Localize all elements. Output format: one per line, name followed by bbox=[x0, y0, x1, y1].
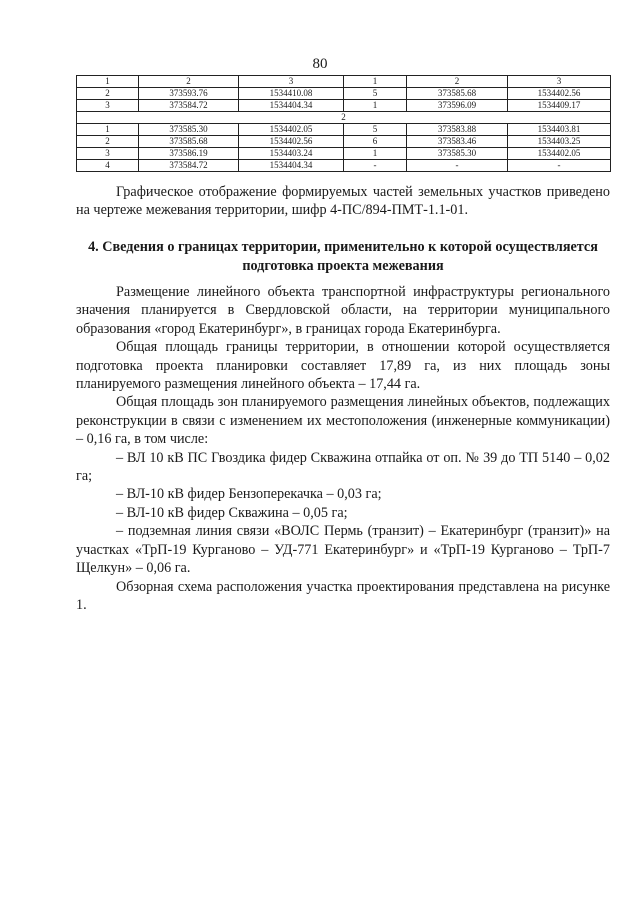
table-cell: 1534404.34 bbox=[239, 100, 344, 112]
table-header-row bbox=[77, 76, 611, 88]
table-cell: 1 bbox=[344, 148, 407, 160]
table-cell: 1534410.08 bbox=[239, 88, 344, 100]
table-row bbox=[77, 136, 611, 148]
paragraph-3: Общая площадь зон планируемого размещения линейных объектов, подлежащих реконструкции в связи с изменением их местоположения (инженерные коммуникации) – 0,16 га, в том числе: bbox=[76, 394, 610, 448]
table-cell: 6 bbox=[344, 136, 407, 148]
table-cell: 2 bbox=[77, 88, 139, 100]
table-cell: - bbox=[407, 160, 508, 172]
list-item-2: – ВЛ-10 кВ фидер Бензоперекачка – 0,03 га; bbox=[116, 486, 382, 503]
table-cell: 373585.68 bbox=[139, 136, 239, 148]
table-cell: 3 bbox=[508, 76, 611, 88]
paragraph-1: Размещение линейного объекта транспортной инфраструктуры регионального значения планируется в Свердловской области, на территории муниципального образования «город Екатеринбург», в границах города Екатеринбурга. bbox=[76, 284, 610, 337]
table-cell: 1 bbox=[77, 76, 139, 88]
table-cell: 5 bbox=[344, 124, 407, 136]
table-cell: 373585.30 bbox=[139, 124, 239, 136]
table-cell: 1534403.25 bbox=[508, 136, 611, 148]
group-label: 2 bbox=[77, 112, 611, 124]
list-item-1: – ВЛ 10 кВ ПС Гвоздика фидер Скважина отпайка от оп. № 39 до ТП 5140 – 0,02 га; bbox=[76, 449, 610, 485]
table-cell: 373596.09 bbox=[407, 100, 508, 112]
table-cell: 3 bbox=[239, 76, 344, 88]
table-cell: 1534409.17 bbox=[508, 100, 611, 112]
table-cell: 373593.76 bbox=[139, 88, 239, 100]
paragraph-2: Общая площадь границы территории, в отношении которой осуществляется подготовка проекта планировки составляет 17,89 га, из них площадь зоны планируемого размещения линейного объекта – 17,44 га. bbox=[76, 339, 610, 393]
table-cell: 2 bbox=[77, 136, 139, 148]
table-cell: 1 bbox=[77, 124, 139, 136]
table-group-row bbox=[77, 112, 611, 124]
table-cell: 2 bbox=[139, 76, 239, 88]
page-number: 80 bbox=[312, 56, 328, 72]
table-cell: 373583.88 bbox=[407, 124, 508, 136]
table-cell: 1534402.05 bbox=[239, 124, 344, 136]
table-cell: 373583.46 bbox=[407, 136, 508, 148]
table-cell: 373584.72 bbox=[139, 100, 239, 112]
table-row bbox=[77, 124, 611, 136]
table-cell: 1534403.24 bbox=[239, 148, 344, 160]
table-cell: 1534402.56 bbox=[239, 136, 344, 148]
table-cell: 3 bbox=[77, 100, 139, 112]
table-cell: 1 bbox=[344, 100, 407, 112]
table-row bbox=[77, 148, 611, 160]
table-cell: 3 bbox=[77, 148, 139, 160]
table-row bbox=[77, 100, 611, 112]
graphic-text: Графическое отображение формируемых частей земельных участков приведено на чертеже межевания территории, шифр 4-ПС/894-ПМТ-1.1-01. bbox=[76, 184, 610, 219]
table-cell: 373584.72 bbox=[139, 160, 239, 172]
table-cell: 1534402.56 bbox=[508, 88, 611, 100]
table-cell: 1534403.81 bbox=[508, 124, 611, 136]
table-cell: 373586.19 bbox=[139, 148, 239, 160]
body-text bbox=[76, 283, 610, 614]
graphic-paragraph bbox=[76, 183, 610, 220]
paragraph-4: Обзорная схема расположения участка проектирования представлена на рисунке 1. bbox=[76, 578, 610, 613]
table-row bbox=[77, 160, 611, 172]
table-cell: - bbox=[344, 160, 407, 172]
table-cell: - bbox=[508, 160, 611, 172]
coordinates-table bbox=[76, 75, 611, 172]
table-cell: 4 bbox=[77, 160, 139, 172]
table-cell: 1534404.34 bbox=[239, 160, 344, 172]
table-cell: 5 bbox=[344, 88, 407, 100]
table-cell: 2 bbox=[407, 76, 508, 88]
section-heading: 4. Сведения о границах территории, применительно к которой осуществляется подготовка проекта межевания bbox=[88, 239, 598, 274]
table-cell: 1534402.05 bbox=[508, 148, 611, 160]
table-row bbox=[77, 88, 611, 100]
table-cell: 373585.68 bbox=[407, 88, 508, 100]
table-cell: 1 bbox=[344, 76, 407, 88]
table-cell: 373585.30 bbox=[407, 148, 508, 160]
list-item-4: – подземная линия связи «ВОЛС Пермь (транзит) – Екатеринбург (транзит)» на участках «ТрП-19 Курганово – УД-771 Екатеринбург» и «ТрП-19 Курганово – ТрП-7 Щелкун» – 0,06 га. bbox=[76, 523, 610, 577]
list-item-3: – ВЛ-10 кВ фидер Скважина – 0,05 га; bbox=[116, 504, 348, 521]
